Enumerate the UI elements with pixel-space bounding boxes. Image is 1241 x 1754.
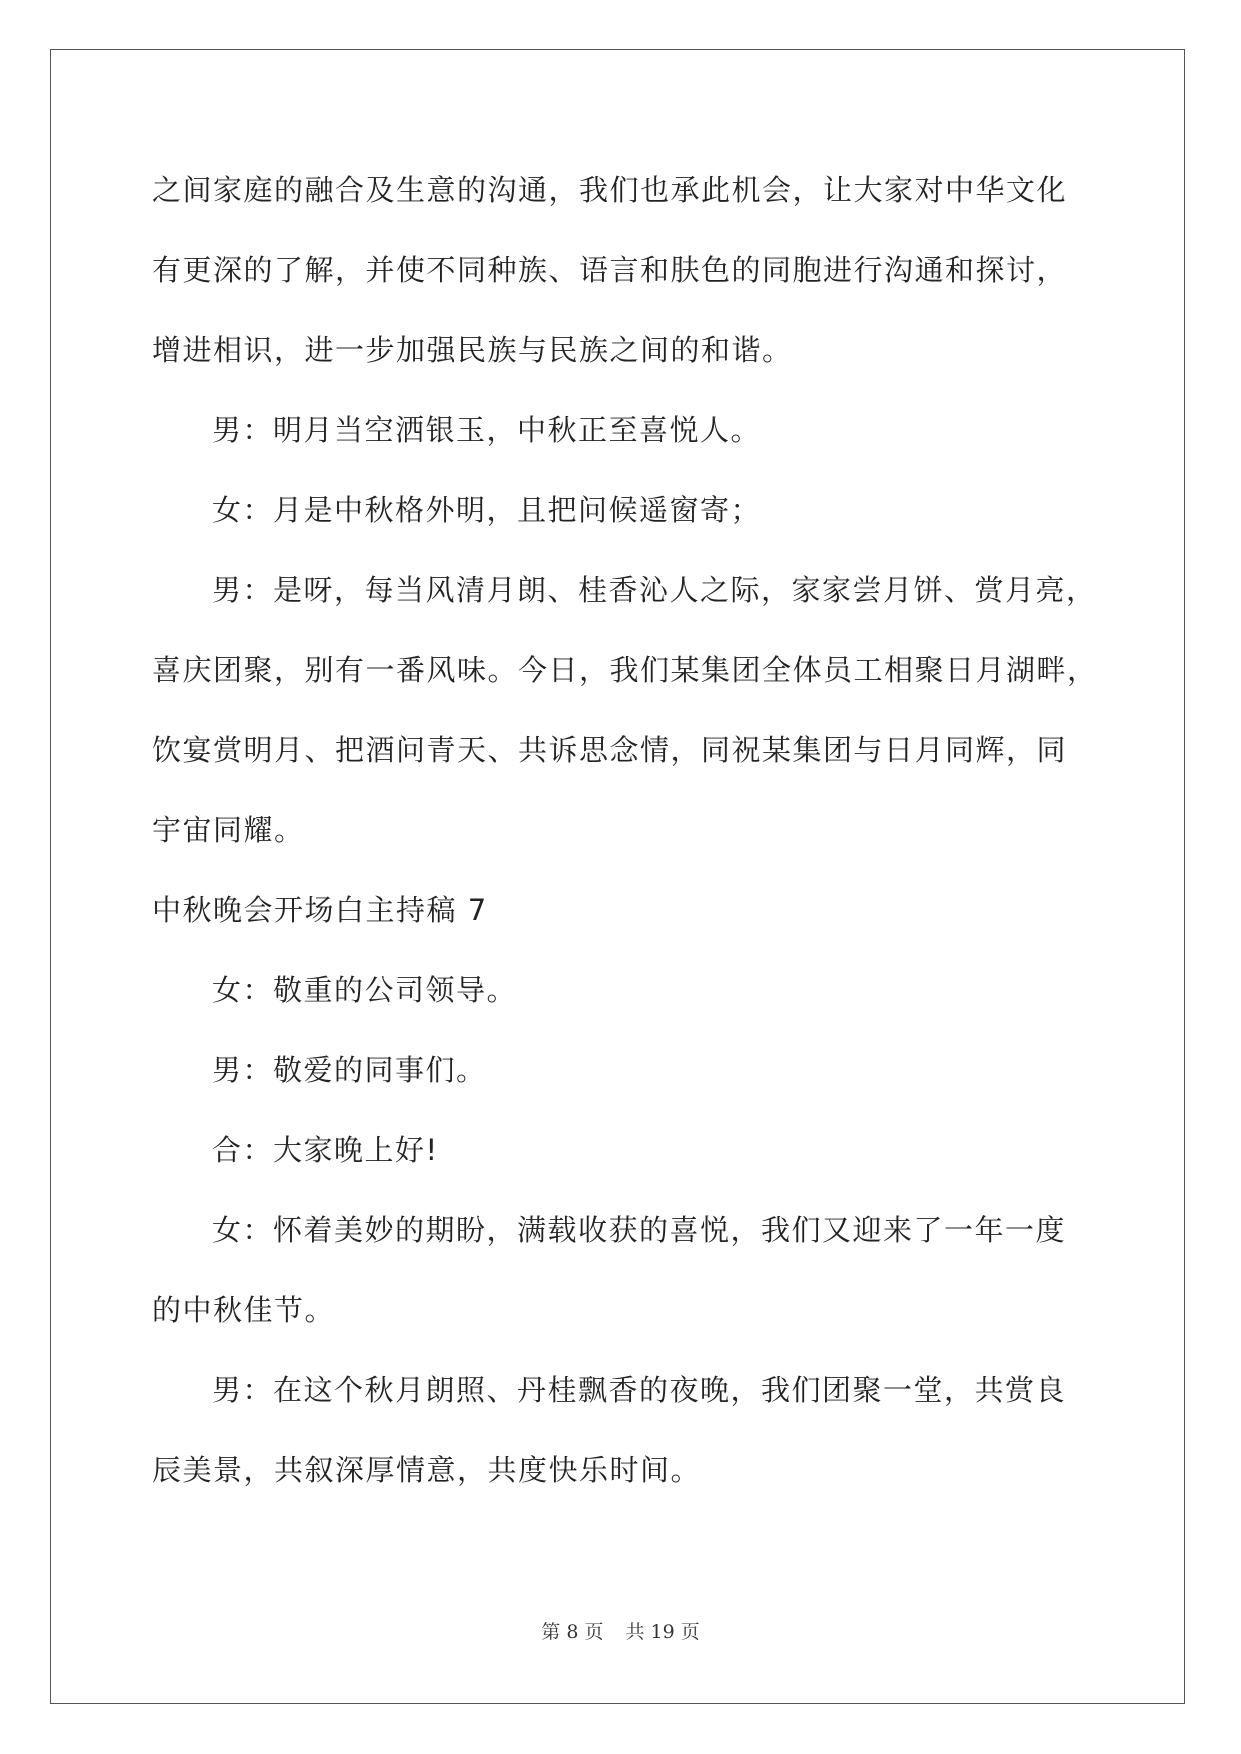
text-line: 喜庆团聚，别有一番风味。今日，我们某集团全体员工相聚日月湖畔， — [152, 653, 1098, 687]
text-line: 辰美景，共叙深厚情意，共度快乐时间。 — [152, 1453, 702, 1487]
dialogue-line-male: 男：是呀，每当风清月朗、桂香沁人之际，家家尝月饼、赏月亮， — [212, 573, 1097, 607]
page-total: 共 19 页 — [625, 1621, 700, 1643]
text-line: 的中秋佳节。 — [152, 1293, 336, 1327]
text-line: 增进相识，进一步加强民族与民族之间的和谐。 — [152, 333, 793, 367]
dialogue-line-male: 男：在这个秋月朗照、丹桂飘香的夜晚，我们团聚一堂，共赏良 — [212, 1373, 1067, 1407]
dialogue-line-male: 男：敬爱的同事们。 — [212, 1053, 487, 1087]
dialogue-line-together: 合：大家晚上好! — [212, 1133, 439, 1167]
text-line: 宇宙同耀。 — [152, 813, 305, 847]
page-footer — [0, 1620, 1241, 1644]
dialogue-line-female: 女：敬重的公司领导。 — [212, 973, 518, 1007]
section-heading: 中秋晚会开场白主持稿 7 — [152, 893, 488, 927]
dialogue-line-male: 男：明月当空洒银玉，中秋正至喜悦人。 — [212, 413, 762, 447]
dialogue-line-female: 女：怀着美妙的期盼，满载收获的喜悦，我们又迎来了一年一度 — [212, 1213, 1067, 1247]
dialogue-line-female: 女：月是中秋格外明，且把问候遥窗寄； — [212, 493, 762, 527]
text-line: 饮宴赏明月、把酒问青天、共诉思念情，同祝某集团与日月同辉，同 — [152, 733, 1068, 767]
text-line: 有更深的了解，并使不同种族、语言和肤色的同胞进行沟通和探讨， — [152, 253, 1068, 287]
page-number: 第 8 页 — [541, 1621, 604, 1643]
text-line: 之间家庭的融合及生意的沟通，我们也承此机会，让大家对中华文化 — [152, 173, 1068, 207]
